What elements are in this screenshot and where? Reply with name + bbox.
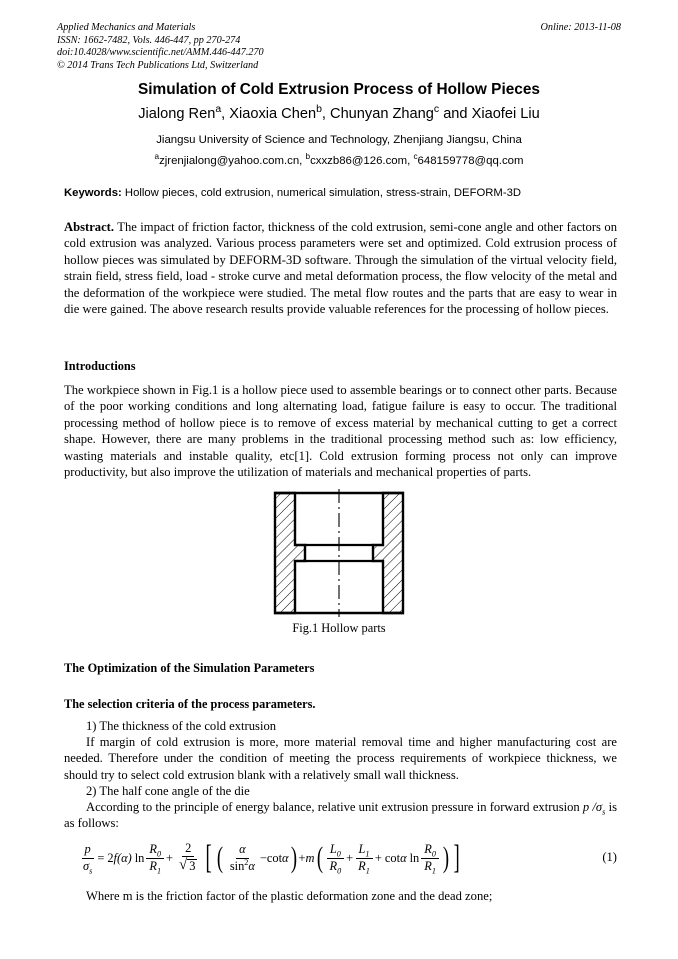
left-wall-section	[275, 493, 305, 613]
author-3-marker: c	[433, 103, 440, 116]
ln-2: ln	[409, 850, 420, 865]
ln-1: ln	[134, 850, 145, 865]
author-2: , Xiaoxia Chen	[221, 106, 317, 122]
masthead-copyright: © 2014 Trans Tech Publications Ltd, Switzerland	[57, 59, 259, 71]
sigma-symbol: σ	[83, 858, 90, 873]
abstract-paragraph	[64, 219, 617, 317]
masthead-issn: ISSN: 1662-7482, Vols. 446-447, pp 270-274	[57, 34, 241, 46]
right-square-bracket: ]	[453, 839, 460, 877]
paragraph-introductions: The workpiece shown in Fig.1 is a hollow piece used to assemble bearings or to connect other parts. Because of the poor working conditions and long alternating load, fatigue failure is easy to occur. The traditional processing method of hollow piece is to remove of excess material by mechanical cutting to get a correct shape. However, there are many problems in the traditional processing method such as: low efficiency, wasting materials and instable quality, etc[1]. Cold extrusion forming process not only can improve productivity, but also improve the utilization of materials and mechanical properties of parts.	[64, 383, 617, 480]
list-item-1-title: 1) The thickness of the cold extrusion	[86, 719, 277, 733]
author-4: and Xiaofei Liu	[439, 106, 540, 122]
L-subscript: 0	[336, 849, 341, 859]
equation-number: (1)	[602, 850, 617, 864]
masthead	[57, 22, 621, 72]
frac-denominator	[421, 859, 439, 873]
frac-numerator: 2	[182, 842, 194, 857]
frac-numerator	[146, 843, 164, 858]
inline-sigma: σ	[595, 800, 603, 814]
frac-denominator	[175, 857, 201, 874]
R-symbol: R	[149, 842, 157, 857]
frac-L1-over-R1	[355, 842, 373, 875]
sin-function: sin	[229, 858, 245, 873]
plus-cot: + cot	[374, 850, 401, 865]
frac-R0-over-R1-second	[421, 842, 439, 875]
inline-p: p	[582, 800, 590, 814]
R-symbol: R	[149, 858, 157, 873]
radicand: 3	[189, 859, 196, 874]
plus-2: +	[298, 850, 306, 865]
R-subscript: 1	[365, 865, 370, 875]
frac-denominator	[146, 859, 164, 873]
frac-denominator	[80, 859, 95, 873]
list-item-2-title: 2) The half cone angle of the die	[86, 784, 250, 798]
abstract-text: The impact of friction factor, thickness of the cold extrusion, semi-cone angle and other factors on cold extrusion was analyzed. Various process parameters were set and optimized. Cold extrusion process of hollow pieces was simulated by DEFORM-3D software. Through the simulation of the virtual velocity field, strain field, stress field, load - stroke curve and metal deformation process, the flow velocity of the metal and the deformation of the workpiece were studied. The metal flow routes and the parts that are easy to wear in die were gained. The above research results provide valuable references for the processing of hollow pieces.	[64, 220, 617, 317]
abstract-label: Abstract.	[64, 220, 115, 234]
heading-selection-criteria: The selection criteria of the process parameters.	[64, 697, 316, 711]
keywords-value: Hollow pieces, cold extrusion, numerical simulation, stress-strain, DEFORM-3D	[121, 187, 522, 199]
L-symbol: L	[329, 842, 337, 857]
radical-sign: √	[179, 857, 188, 874]
email-3-marker: c	[413, 152, 418, 162]
alpha-symbol: α	[248, 858, 255, 873]
figure-caption: Fig.1 Hollow parts	[292, 621, 386, 635]
right-wall-section	[373, 493, 403, 613]
inline-sigma-sub: s	[602, 807, 606, 817]
item-2-body-post: is as follows:	[64, 800, 617, 831]
affiliation: Jiangsu University of Science and Technology, Zhenjiang Jiangsu, China	[156, 134, 522, 146]
keywords-line	[64, 186, 617, 201]
left-paren-1: (	[216, 841, 223, 874]
frac-numerator: α	[236, 843, 249, 858]
list-item-1-body: If margin of cold extrusion is more, more material removal time and higher manufacturing cost are needed. Therefore under the condition of meeting the process requirements of workpiece thickness, we should try to select cold extrusion blank with a relatively small wall thickness.	[64, 735, 617, 782]
heading-introductions: Introductions	[64, 359, 136, 373]
equation-1	[64, 836, 617, 880]
plus-1: +	[166, 850, 174, 865]
email-2: cxxzb86@126.com,	[310, 155, 414, 167]
function-f: f	[113, 850, 117, 865]
function-arg-alpha: (α)	[116, 850, 132, 865]
email-list	[57, 153, 621, 169]
minus-cot: −cot	[259, 850, 283, 865]
R-subscript: 1	[431, 865, 436, 875]
frac-numerator	[327, 843, 344, 858]
author-1-marker: a	[215, 103, 222, 116]
hollow-part-cross-section-drawing	[269, 485, 409, 625]
frac-denominator	[327, 859, 345, 873]
list-item-2-body	[64, 799, 617, 832]
email-2-marker: b	[305, 152, 311, 162]
author-3: , Chunyan Zhang	[321, 106, 434, 122]
email-3: 648159778@qq.com	[417, 155, 524, 167]
frac-R0-over-R1-first	[146, 842, 164, 875]
author-2-marker: b	[316, 103, 322, 116]
sin-exponent: 2	[244, 857, 249, 867]
square-root-3	[179, 858, 197, 874]
heading-optimization: The Optimization of the Simulation Parameters	[64, 661, 315, 675]
frac-L0-over-R0	[327, 842, 345, 875]
frac-denominator	[227, 859, 258, 873]
L-symbol: L	[358, 842, 366, 857]
figure-hollow-parts	[0, 485, 678, 635]
right-paren-2: )	[442, 841, 450, 874]
alpha-symbol-1: α	[282, 850, 289, 865]
R-subscript: 0	[337, 865, 342, 875]
equals-sign: =	[97, 850, 105, 865]
masthead-online-date: Online: 2013-11-08	[540, 22, 621, 33]
R-subscript: 0	[156, 849, 162, 859]
frac-denominator	[355, 859, 373, 873]
email-1: zjrenjialong@yahoo.com.cn,	[159, 155, 306, 167]
equation-1-expression	[78, 836, 462, 880]
masthead-doi: doi:10.4028/www.scientific.net/AMM.446-447.270	[57, 47, 264, 59]
inline-math-p-over-sigma	[582, 800, 606, 817]
friction-factor-m: m	[305, 850, 315, 865]
left-square-bracket: [	[206, 839, 213, 877]
R-subscript: 0	[431, 849, 436, 859]
coefficient-2: 2	[107, 850, 114, 865]
author-list	[57, 104, 621, 124]
item-2-body-pre: According to the principle of energy balance, relative unit extrusion pressure in forward extrusion	[86, 800, 583, 814]
R-symbol: R	[424, 858, 432, 873]
frac-p-over-sigma-s	[80, 842, 95, 875]
frac-alpha-over-sin2alpha	[227, 843, 258, 872]
R-subscript: 1	[156, 865, 162, 875]
author-1: Jialong Ren	[138, 106, 216, 122]
frac-numerator	[356, 843, 373, 858]
page-title: Simulation of Cold Extrusion Process of Hollow Pieces	[138, 81, 540, 98]
L-subscript: 1	[365, 849, 370, 859]
sigma-subscript: s	[89, 865, 93, 875]
inline-slash: /	[589, 800, 596, 814]
email-1-marker: a	[154, 152, 160, 162]
R-symbol: R	[329, 858, 338, 873]
right-paren-1: )	[290, 841, 297, 874]
frac-2-over-sqrt3	[175, 842, 201, 874]
masthead-journal: Applied Mechanics and Materials	[57, 22, 196, 33]
frac-numerator	[421, 843, 439, 858]
R-symbol: R	[358, 858, 366, 873]
paragraph-after-equation: Where m is the friction factor of the plastic deformation zone and the dead zone;	[86, 889, 493, 903]
keywords-label: Keywords:	[64, 187, 122, 199]
frac-numerator: p	[82, 843, 94, 858]
left-paren-2: (	[316, 841, 323, 874]
plus-3: +	[346, 850, 354, 865]
alpha-symbol-2: α	[400, 850, 407, 865]
R-symbol: R	[424, 842, 432, 857]
